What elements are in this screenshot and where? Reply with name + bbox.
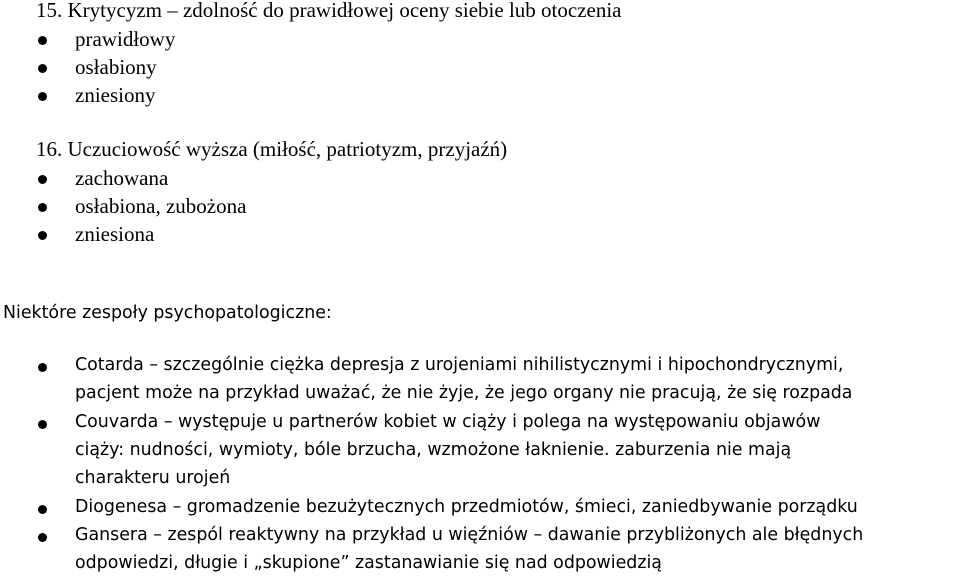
- list-item: zachowana: [75, 166, 169, 190]
- bullet-icon: [38, 175, 47, 184]
- syndrome-cotarda-line-1: Cotarda – szczególnie ciężka depresja z urojeniami nihilistycznymi i hipochondrycznymi,: [75, 355, 844, 375]
- syndromes-heading: Niektóre zespoły psychopatologiczne:: [3, 303, 332, 323]
- bullet-icon: [38, 231, 47, 240]
- syndrome-couvarda-line-2: ciąży: nudności, wymioty, bóle brzucha, wzmożone łaknienie. zaburzenia nie mają: [75, 440, 792, 460]
- bullet-icon: [38, 363, 47, 372]
- list-item: zniesiony: [75, 83, 156, 107]
- syndrome-gansera-line-1: Gansera – zespól reaktywny na przykład u więźniów – dawanie przybliżonych ale błędnych: [75, 525, 864, 545]
- syndrome-gansera-line-2: odpowiedzi, długie i „skupione” zastanawianie się nad odpowiedzią: [75, 553, 662, 573]
- list-item: osłabiona, zubożona: [75, 194, 247, 218]
- list-item: prawidłowy: [75, 27, 176, 51]
- bullet-icon: [38, 64, 47, 73]
- section-15-heading: 15. Krytycyzm – zdolność do prawidłowej oceny siebie lub otoczenia: [36, 0, 622, 22]
- syndrome-couvarda-line-3: charakteru urojeń: [75, 468, 231, 488]
- list-item: zniesiona: [75, 222, 155, 246]
- syndrome-cotarda-line-2: pacjent może na przykład uważać, że nie żyje, że jego organy nie pracują, że się rozpada: [75, 383, 853, 403]
- list-item: osłabiony: [75, 55, 157, 79]
- section-16-heading: 16. Uczuciowość wyższa (miłość, patriotyzm, przyjaźń): [36, 137, 508, 161]
- bullet-icon: [38, 420, 47, 429]
- bullet-icon: [38, 505, 47, 514]
- bullet-icon: [38, 92, 47, 101]
- bullet-icon: [38, 533, 47, 542]
- syndrome-couvarda-line-1: Couvarda – występuje u partnerów kobiet w ciąży i polega na występowaniu objawów: [75, 412, 821, 432]
- syndrome-diogenesa-line-1: Diogenesa – gromadzenie bezużytecznych przedmiotów, śmieci, zaniedbywanie porządku: [75, 497, 858, 517]
- bullet-icon: [38, 203, 47, 212]
- bullet-icon: [38, 36, 47, 45]
